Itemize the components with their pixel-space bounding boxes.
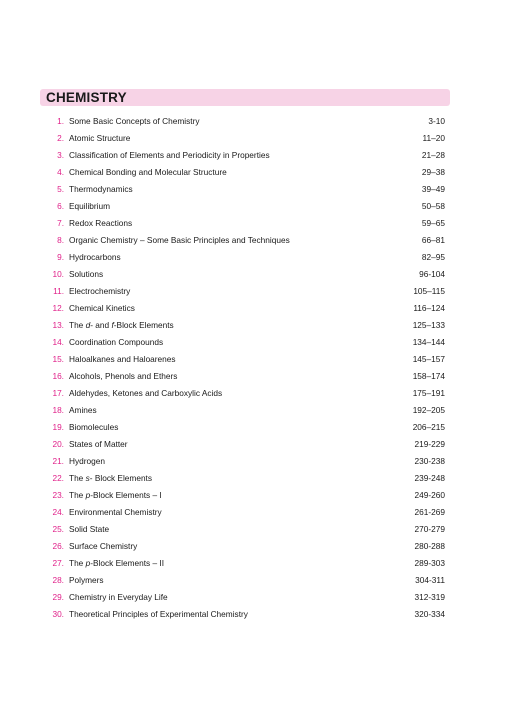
page-range: 219-229 <box>414 439 445 449</box>
toc-entry <box>40 317 450 334</box>
chapter-title: Polymers <box>69 575 104 585</box>
chapter-number: 20. <box>52 439 64 449</box>
toc-entry <box>40 334 450 351</box>
toc-entry <box>40 436 450 453</box>
chapter-number: 29. <box>52 592 64 602</box>
chapter-title: Biomolecules <box>69 422 119 432</box>
chapter-title: Atomic Structure <box>69 133 131 143</box>
toc-entry <box>40 504 450 521</box>
chapter-title: Chemistry in Everyday Life <box>69 592 168 602</box>
page-range: 304-311 <box>415 575 445 585</box>
chapter-title: Solid State <box>69 524 110 534</box>
page-range: 270-279 <box>414 524 445 534</box>
chapter-number: 2. <box>57 133 64 143</box>
section-title: CHEMISTRY <box>46 90 127 105</box>
page-range: 3-10 <box>428 116 445 126</box>
toc-entry <box>40 130 450 147</box>
chapter-title: Chemical Kinetics <box>69 303 135 313</box>
page-range: 29–38 <box>421 167 445 177</box>
chapter-number: 4. <box>57 167 64 177</box>
toc-entry <box>40 113 450 130</box>
toc-entry <box>40 589 450 606</box>
page-range: 59–65 <box>421 218 445 228</box>
chapter-title: Classification of Elements and Periodicity in Properties <box>69 150 270 160</box>
toc-entry <box>40 147 450 164</box>
toc-entry <box>40 164 450 181</box>
page-range: 134–144 <box>412 337 445 347</box>
page-range: 96-104 <box>419 269 445 279</box>
toc-entry <box>40 538 450 555</box>
chapter-title: Organic Chemistry – Some Basic Principles and Techniques <box>69 235 290 245</box>
chapter-number: 15. <box>52 354 64 364</box>
chapter-title: Hydrogen <box>69 456 105 466</box>
page-range: 158–174 <box>412 371 445 381</box>
chapter-number: 26. <box>52 541 64 551</box>
page-range: 249-260 <box>414 490 445 500</box>
chapter-title: Redox Reactions <box>69 218 133 228</box>
chapter-number: 10. <box>52 269 64 279</box>
toc-entry <box>40 283 450 300</box>
chapter-title: The p-Block Elements – I <box>69 490 162 500</box>
chapter-number: 11. <box>53 286 64 296</box>
page-range: 289-303 <box>414 558 445 568</box>
page-range: 11–20 <box>422 133 445 143</box>
toc-entry <box>40 419 450 436</box>
page-range: 280-288 <box>414 541 445 551</box>
chapter-number: 22. <box>52 473 64 483</box>
toc-entry <box>40 402 450 419</box>
toc-entry <box>40 555 450 572</box>
toc-entry <box>40 232 450 249</box>
chapter-number: 1. <box>57 116 64 126</box>
chapter-number: 9. <box>57 252 64 262</box>
toc-entry <box>40 470 450 487</box>
toc-entry <box>40 606 450 623</box>
chapter-title: The p-Block Elements – II <box>69 558 165 568</box>
page-range: 82–95 <box>421 252 445 262</box>
table-of-contents <box>40 113 450 623</box>
page-range: 125–133 <box>412 320 445 330</box>
toc-entry <box>40 453 450 470</box>
chapter-title: Alcohols, Phenols and Ethers <box>69 371 178 381</box>
toc-entry <box>40 385 450 402</box>
page-range: 21–28 <box>421 150 445 160</box>
chapter-number: 12. <box>52 303 64 313</box>
chapter-title: Theoretical Principles of Experimental Chemistry <box>69 609 248 619</box>
chapter-number: 28. <box>52 575 64 585</box>
chapter-title: Thermodynamics <box>69 184 133 194</box>
page-range: 66–81 <box>421 235 445 245</box>
chapter-number: 25. <box>52 524 64 534</box>
page-range: 206–215 <box>412 422 445 432</box>
chapter-number: 30. <box>52 609 64 619</box>
page-range: 192–205 <box>412 405 445 415</box>
toc-entry <box>40 249 450 266</box>
chapter-number: 27. <box>52 558 64 568</box>
toc-entry <box>40 572 450 589</box>
toc-entry <box>40 521 450 538</box>
chapter-number: 19. <box>52 422 64 432</box>
chapter-number: 16. <box>52 371 64 381</box>
toc-entry <box>40 215 450 232</box>
page-range: 175–191 <box>412 388 445 398</box>
page-range: 105–115 <box>413 286 445 296</box>
page-range: 145–157 <box>412 354 445 364</box>
chapter-number: 3. <box>57 150 64 160</box>
chapter-title: States of Matter <box>69 439 128 449</box>
page-range: 50–58 <box>421 201 445 211</box>
chapter-title: Some Basic Concepts of Chemistry <box>69 116 200 126</box>
chapter-number: 23. <box>52 490 64 500</box>
toc-entry <box>40 266 450 283</box>
chapter-title: Aldehydes, Ketones and Carboxylic Acids <box>69 388 223 398</box>
chapter-title: Amines <box>69 405 97 415</box>
toc-entry <box>40 351 450 368</box>
chapter-title: Equilibrium <box>69 201 111 211</box>
chapter-number: 21. <box>52 456 64 466</box>
chapter-number: 7. <box>57 218 64 228</box>
chapter-title: Environmental Chemistry <box>69 507 162 517</box>
page-range: 312-319 <box>414 592 445 602</box>
page-range: 239-248 <box>414 473 445 483</box>
chapter-title: Haloalkanes and Haloarenes <box>69 354 176 364</box>
chapter-number: 14. <box>52 337 64 347</box>
toc-entry <box>40 198 450 215</box>
page-range: 230-238 <box>414 456 445 466</box>
chapter-number: 8. <box>57 235 64 245</box>
chapter-title: Solutions <box>69 269 104 279</box>
chapter-title: The s- Block Elements <box>69 473 153 483</box>
chapter-title: Electrochemistry <box>69 286 131 296</box>
chapter-number: 17. <box>52 388 64 398</box>
chapter-title: Chemical Bonding and Molecular Structure <box>69 167 227 177</box>
page-range: 116–124 <box>413 303 445 313</box>
chapter-number: 6. <box>57 201 64 211</box>
page-range: 39–49 <box>421 184 445 194</box>
chapter-number: 18. <box>52 405 64 415</box>
chapter-title: Coordination Compounds <box>69 337 164 347</box>
page-range: 320-334 <box>414 609 445 619</box>
toc-entry <box>40 487 450 504</box>
toc-entry <box>40 300 450 317</box>
chapter-number: 13. <box>52 320 64 330</box>
chapter-title: Surface Chemistry <box>69 541 138 551</box>
section-header-band <box>40 89 450 106</box>
chapter-title: Hydrocarbons <box>69 252 121 262</box>
chapter-title: The d- and f-Block Elements <box>69 320 174 330</box>
page-range: 261-269 <box>414 507 445 517</box>
toc-entry <box>40 368 450 385</box>
chapter-number: 24. <box>52 507 64 517</box>
chapter-number: 5. <box>57 184 64 194</box>
toc-entry <box>40 181 450 198</box>
